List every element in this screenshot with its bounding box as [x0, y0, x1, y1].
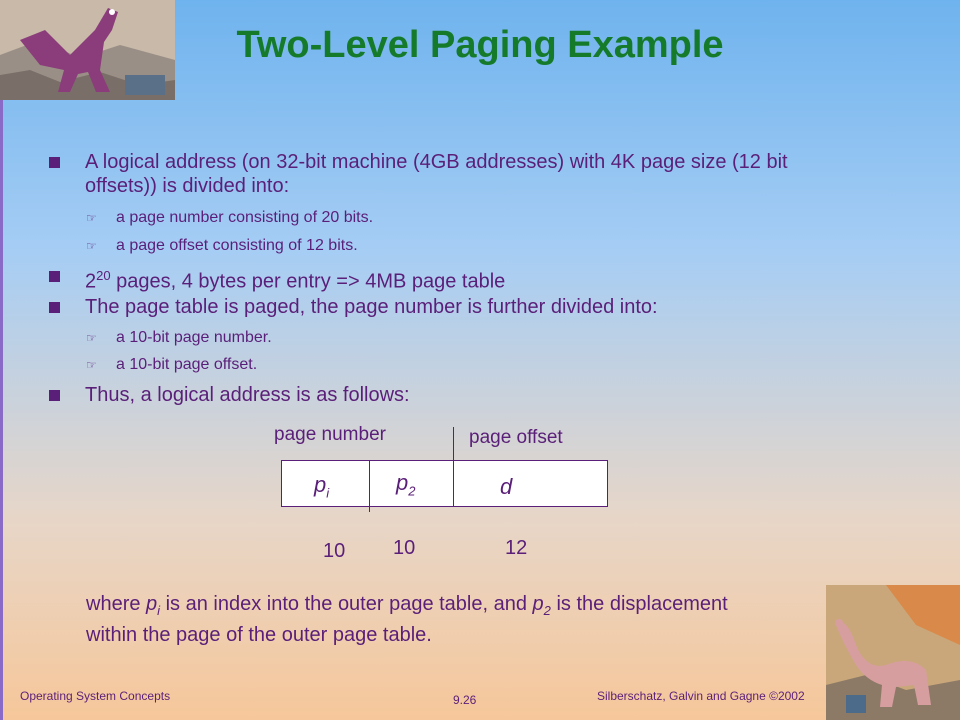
bullet-text: $2^{20}$ pages, 4 bytes per entry => 4MB page table [85, 268, 506, 293]
dinosaur-bottom-right-icon [826, 585, 960, 720]
page-title: Two-Level Paging Example [236, 24, 724, 66]
pointing-hand-icon: ☞ [86, 239, 97, 253]
field-divider-page-offset [453, 427, 454, 506]
square-bullet-icon [49, 271, 60, 282]
slide-left-border [0, 0, 3, 720]
pointing-hand-icon: ☞ [86, 331, 97, 345]
bits-p1: 10 [323, 540, 346, 562]
pointing-hand-icon: ☞ [86, 211, 97, 225]
footer-book-title: Operating System Concepts [20, 689, 171, 703]
logical-address-box [281, 460, 608, 507]
sub-bullet-text: a 10-bit page offset. [116, 356, 258, 373]
square-bullet-icon [49, 157, 60, 168]
explanation-text: where $p_i$ is an index into the outer page table, and $p_2$ is the displacement within the page of the outer page table. [86, 593, 728, 646]
page-offset-label: page offset [469, 427, 563, 448]
field-p2: $p_2$ [396, 470, 416, 499]
sub-bullet-text: a page offset consisting of 12 bits. [116, 237, 358, 254]
bullet-text: The page table is paged, the page number is further divided into: [85, 296, 658, 318]
bits-d: 12 [505, 537, 528, 559]
bullet-text: Thus, a logical address is as follows: [85, 384, 410, 406]
sub-bullet-text: a page number consisting of 20 bits. [116, 209, 374, 226]
square-bullet-icon [49, 390, 60, 401]
bits-p2: 10 [393, 537, 416, 559]
pointing-hand-icon: ☞ [86, 358, 97, 372]
page-number-label: page number [274, 424, 386, 445]
field-divider-p1-p2 [369, 460, 370, 512]
field-p1: $p_i$ [314, 472, 330, 501]
copyright-icon: ©2002 [769, 689, 805, 703]
sub-bullet-text: a 10-bit page number. [116, 329, 272, 346]
field-d: d [500, 474, 513, 499]
square-bullet-icon [49, 302, 60, 313]
footer-slide-number: 9.26 [453, 693, 477, 707]
bullet-text: A logical address (on 32-bit machine (4GB addresses) with 4K page size (12 bit offsets)) is divided into: [85, 151, 788, 197]
footer-authors: Silberschatz, Galvin and Gagne ©2002 [597, 689, 805, 703]
